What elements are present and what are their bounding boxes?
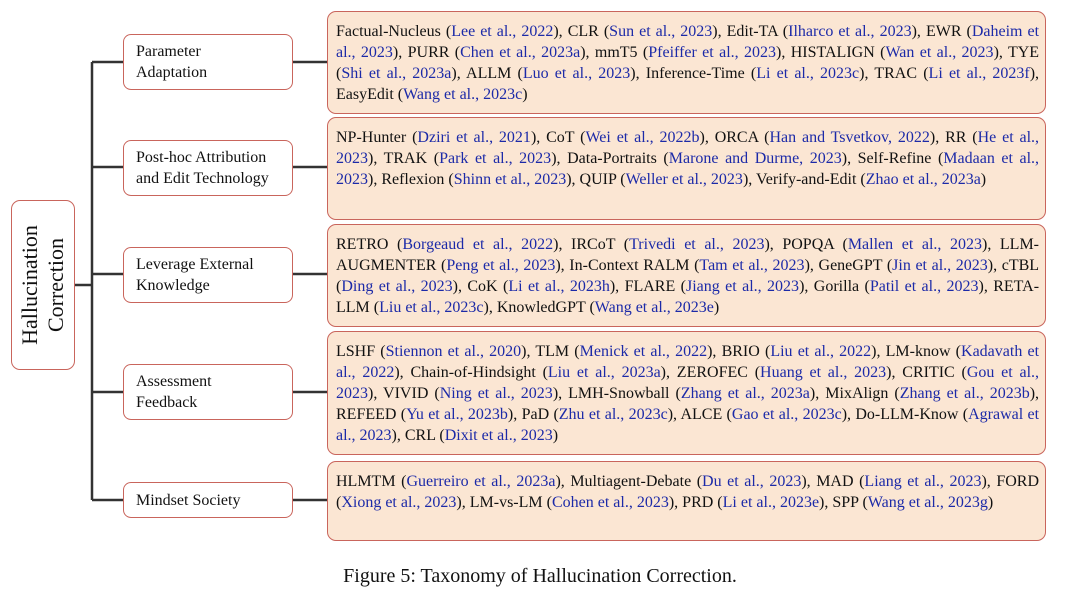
citation-link[interactable]: Wan et al., 2023: [885, 44, 994, 61]
entry-separator: ),: [483, 299, 497, 316]
method-entry: [336, 343, 535, 360]
citation-link[interactable]: Liang et al., 2023: [864, 473, 982, 490]
method-entry: [570, 473, 816, 490]
citation-link[interactable]: Sun et al., 2023: [609, 23, 713, 40]
entry-separator: ),: [566, 171, 580, 188]
citation-link[interactable]: Li et al., 2023f: [928, 65, 1030, 82]
method-name: LMH-Snowball (: [568, 385, 681, 402]
citation-link[interactable]: Gou et al., 2023: [336, 364, 1040, 402]
citation-link[interactable]: Yu et al., 2023b: [406, 406, 508, 423]
method-name: CLR (: [567, 23, 610, 40]
method-name: CRL (: [404, 427, 445, 444]
method-name: Chain-of-Hindsight (: [410, 364, 548, 381]
citation-link[interactable]: Pfeiffer et al., 2023: [648, 44, 777, 61]
entry-separator: ),: [368, 385, 384, 402]
citation-link[interactable]: Dziri et al., 2021: [417, 129, 531, 146]
method-entry: [595, 44, 791, 61]
citation-link[interactable]: Ding et al., 2023: [341, 278, 453, 295]
method-name: Verify-and-Edit (: [755, 171, 866, 188]
citation-link[interactable]: Gao et al., 2023c: [731, 406, 842, 423]
method-name: LM-know (: [885, 343, 962, 360]
entry-separator: ): [552, 427, 559, 444]
entry-separator: ),: [776, 44, 791, 61]
entry-separator: ),: [368, 150, 384, 167]
entry-separator: ),: [911, 23, 926, 40]
entry-separator: ),: [1029, 385, 1040, 402]
method-name: HLMTM (: [336, 473, 407, 490]
method-entry: [580, 171, 756, 188]
citation-link[interactable]: Wang et al., 2023e: [594, 299, 714, 316]
method-name: PaD (: [521, 406, 559, 423]
method-name: NP-Hunter (: [336, 129, 418, 146]
method-name: RETA-LLM (: [336, 278, 1040, 316]
method-entry: [646, 65, 875, 82]
entry-separator: ),: [859, 65, 875, 82]
citation-link[interactable]: Daheim et al., 2023: [336, 23, 1040, 61]
citation-link[interactable]: Liu et al., 2022: [770, 343, 872, 360]
method-name: ORCA (: [714, 129, 770, 146]
method-entry: [384, 150, 567, 167]
citation-link[interactable]: Mallen et al., 2023: [847, 236, 982, 253]
method-entry: [715, 129, 945, 146]
method-entry: [816, 473, 996, 490]
entry-separator: ),: [993, 44, 1008, 61]
entry-separator: ),: [871, 343, 886, 360]
method-entry: [336, 473, 570, 490]
entry-separator: ),: [819, 494, 833, 511]
entry-separator: ),: [394, 364, 411, 381]
method-entry: [791, 44, 1008, 61]
entry-separator: ),: [667, 406, 681, 423]
citation-link[interactable]: Park et al., 2023: [439, 150, 552, 167]
method-name: IRCoT (: [571, 236, 630, 253]
entry-separator: ),: [804, 257, 819, 274]
method-entry: [825, 385, 1039, 402]
method-name: POPQA (: [782, 236, 848, 253]
method-name: ALLM (: [466, 65, 523, 82]
method-entry: [727, 23, 926, 40]
entry-separator: ),: [530, 129, 547, 146]
citation-link[interactable]: Jin et al., 2023: [892, 257, 988, 274]
method-entry: [569, 257, 818, 274]
method-name: HISTALIGN (: [790, 44, 886, 61]
citation-link[interactable]: Han and Tsvetkov, 2022: [769, 129, 930, 146]
citation-link[interactable]: Tam et al., 2023: [699, 257, 805, 274]
citation-link[interactable]: Shi et al., 2023a: [341, 65, 452, 82]
method-name: TYE (: [336, 44, 1040, 82]
method-entry: [381, 171, 579, 188]
method-entry: [405, 427, 558, 444]
citation-link[interactable]: Lee et al., 2022: [451, 23, 554, 40]
citation-link[interactable]: Xiong et al., 2023: [341, 494, 457, 511]
leaf-leverage-external-knowledge: [327, 224, 1046, 327]
method-name: LM-vs-LM (: [469, 494, 552, 511]
citation-link[interactable]: Madaan et al., 2023: [336, 150, 1040, 188]
method-name: CoK (: [467, 278, 509, 295]
entry-separator: ),: [553, 236, 572, 253]
method-name: PRD (: [682, 494, 723, 511]
citation-link[interactable]: Agrawal et al., 2023: [336, 406, 1040, 444]
entry-separator: ),: [886, 364, 903, 381]
citation-link[interactable]: Cohen et al., 2023: [551, 494, 669, 511]
citation-link[interactable]: Zhang et al., 2023b: [899, 385, 1030, 402]
citation-link[interactable]: Borgeaud et al., 2022: [402, 236, 554, 253]
method-entry: [408, 44, 595, 61]
citation-link[interactable]: Liu et al., 2023c: [379, 299, 484, 316]
method-name: LLM-AUGMENTER (: [336, 236, 1039, 274]
root-label-line2: Correction: [43, 237, 68, 333]
citation-link[interactable]: Ning et al., 2023: [439, 385, 553, 402]
method-name: Multiagent-Debate (: [570, 473, 703, 490]
method-entry: [336, 406, 522, 423]
method-entry: [467, 278, 624, 295]
entry-separator: ),: [841, 406, 856, 423]
entry-separator: ),: [552, 385, 569, 402]
entry-separator: ),: [451, 65, 467, 82]
entry-separator: ),: [978, 278, 994, 295]
method-name: ALCE (: [680, 406, 732, 423]
method-name: ZEROFEC (: [676, 364, 761, 381]
entry-separator: ),: [555, 473, 571, 490]
method-entry: [383, 385, 568, 402]
entry-separator: ): [713, 299, 720, 316]
method-name: In-Context RALM (: [569, 257, 700, 274]
entry-separator: ),: [668, 494, 683, 511]
method-entry: [677, 364, 902, 381]
entry-separator: ),: [630, 65, 646, 82]
method-name: REFEED (: [336, 406, 407, 423]
method-name: RETRO (: [336, 236, 403, 253]
method-name: QUIP (: [579, 171, 626, 188]
root-node: [11, 200, 75, 370]
method-entry: [497, 299, 719, 316]
method-name: mmT5 (: [594, 44, 649, 61]
method-entry: [410, 364, 676, 381]
method-entry: [832, 494, 993, 511]
leaf-post-hoc-attribution: [327, 117, 1046, 220]
citation-link[interactable]: Peng et al., 2023: [446, 257, 556, 274]
entry-separator: ),: [553, 23, 568, 40]
method-name: Do-LLM-Know (: [855, 406, 969, 423]
method-entry: [682, 494, 832, 511]
method-name: cTBL (: [336, 257, 1040, 295]
method-name: KnowledGPT (: [496, 299, 595, 316]
method-name: Factual-Nucleus (: [336, 23, 452, 40]
citation-link[interactable]: Li et al., 2023e: [722, 494, 820, 511]
entry-separator: ),: [521, 343, 536, 360]
entry-separator: ),: [981, 236, 1000, 253]
citation-link[interactable]: Du et al., 2023: [702, 473, 802, 490]
method-name: SPP (: [832, 494, 868, 511]
method-entry: [568, 385, 825, 402]
citation-link[interactable]: Li et al., 2023h: [508, 278, 610, 295]
entry-separator: ),: [368, 171, 382, 188]
figure-caption: Figure 5: Taxonomy of Hallucination Correction.: [343, 565, 737, 587]
entry-separator: ),: [555, 257, 570, 274]
entry-separator: ),: [456, 494, 470, 511]
citation-link[interactable]: Ilharco et al., 2023: [788, 23, 912, 40]
method-entry: [722, 343, 886, 360]
entry-separator: ),: [809, 385, 826, 402]
citation-link[interactable]: Menick et al., 2022: [579, 343, 708, 360]
leaf-mindset-society: [327, 461, 1046, 541]
method-entry: [466, 65, 646, 82]
citation-link[interactable]: Wei et al., 2022b: [585, 129, 700, 146]
citation-link[interactable]: Liu et al., 2023a: [547, 364, 661, 381]
method-name: TRAC (: [874, 65, 929, 82]
citation-link[interactable]: Zhu et al., 2023c: [558, 406, 668, 423]
method-entry: [625, 278, 814, 295]
method-name: EasyEdit (: [336, 86, 404, 103]
method-name: VIVID (: [383, 385, 440, 402]
entry-separator: ),: [929, 129, 946, 146]
entry-separator: ),: [742, 171, 756, 188]
root-label-line1: Hallucination: [17, 225, 42, 345]
entry-separator: ),: [391, 427, 405, 444]
citation-link[interactable]: Wang et al., 2023c: [403, 86, 523, 103]
method-name: GeneGPT (: [818, 257, 893, 274]
method-name: FORD (: [336, 473, 1040, 511]
leaf-assessment-feedback: [327, 331, 1046, 455]
method-entry: [814, 278, 993, 295]
method-name: Self-Refine (: [857, 150, 944, 167]
entry-separator: ),: [699, 129, 715, 146]
citation-link[interactable]: Dixit et al., 2023: [444, 427, 553, 444]
entry-separator: ),: [987, 257, 1002, 274]
entry-separator: ),: [707, 343, 722, 360]
root-label: [17, 225, 69, 345]
entry-separator: ),: [660, 364, 677, 381]
method-entry: [336, 129, 546, 146]
citation-link[interactable]: He et al., 2023: [336, 129, 1040, 167]
entry-separator: ),: [452, 278, 468, 295]
method-entry: [819, 257, 1002, 274]
method-entry: [535, 343, 721, 360]
entry-separator: ): [987, 494, 994, 511]
entry-separator: ): [980, 171, 987, 188]
method-entry: [546, 129, 715, 146]
citation-link[interactable]: Guerreiro et al., 2023a: [406, 473, 556, 490]
method-name: MAD (: [816, 473, 865, 490]
method-entry: [336, 23, 568, 40]
category-leverage-external-knowledge: Leverage External Knowledge: [123, 247, 293, 303]
citation-link[interactable]: Chen et al., 2023a: [460, 44, 581, 61]
citation-link[interactable]: Jiang et al., 2023: [685, 278, 800, 295]
method-entry: [874, 65, 1039, 82]
method-entry: [567, 150, 858, 167]
citation-link[interactable]: Huang et al., 2023: [760, 364, 887, 381]
citation-link[interactable]: Trivedi et al., 2023: [629, 236, 765, 253]
entry-separator: ),: [801, 473, 817, 490]
method-name: RR (: [945, 129, 978, 146]
entry-separator: ),: [981, 473, 997, 490]
leaf-parameter-adaptation: [327, 11, 1046, 114]
citation-link[interactable]: Shinn et al., 2023: [453, 171, 567, 188]
method-entry: [680, 406, 855, 423]
method-name: Gorilla (: [813, 278, 870, 295]
entry-separator: ),: [609, 278, 625, 295]
entry-separator: ),: [799, 278, 814, 295]
method-entry: [568, 23, 727, 40]
method-entry: [782, 236, 1000, 253]
citation-link[interactable]: Zhao et al., 2023a: [865, 171, 981, 188]
method-entry: [522, 406, 681, 423]
method-entry: [470, 494, 682, 511]
citation-link[interactable]: Wang et al., 2023g: [867, 494, 988, 511]
citation-link[interactable]: Marone and Durme, 2023: [668, 150, 842, 167]
citation-link[interactable]: Li et al., 2023c: [756, 65, 860, 82]
category-mindset-society: Mindset Society: [123, 482, 293, 518]
entry-separator: ),: [1029, 65, 1040, 82]
citation-link[interactable]: Zhang et al., 2023a: [680, 385, 810, 402]
method-name: TLM (: [535, 343, 580, 360]
method-name: PURR (: [407, 44, 461, 61]
method-name: MixAlign (: [825, 385, 900, 402]
method-name: FLARE (: [624, 278, 686, 295]
entry-separator: ),: [392, 44, 408, 61]
method-entry: [571, 236, 782, 253]
method-entry: [756, 171, 986, 188]
method-name: CRITIC (: [902, 364, 967, 381]
category-post-hoc-attribution: Post-hoc Attribution and Edit Technology: [123, 140, 293, 196]
method-name: Inference-Time (: [645, 65, 757, 82]
method-entry: [336, 236, 571, 253]
entry-separator: ),: [507, 406, 522, 423]
citation-link[interactable]: Kadavath et al., 2022: [336, 343, 1040, 381]
method-name: TRAK (: [383, 150, 440, 167]
method-name: Reflexion (: [381, 171, 454, 188]
category-assessment-feedback: Assessment Feedback: [123, 364, 293, 420]
citation-link[interactable]: Weller et al., 2023: [625, 171, 743, 188]
method-name: Data-Portraits (: [567, 150, 669, 167]
method-name: LSHF (: [336, 343, 386, 360]
entry-separator: ): [522, 86, 528, 103]
method-name: CoT (: [546, 129, 586, 146]
entry-separator: ),: [712, 23, 727, 40]
method-name: Edit-TA (: [726, 23, 789, 40]
citation-link[interactable]: Stiennon et al., 2020: [385, 343, 522, 360]
method-name: EWR (: [925, 23, 972, 40]
entry-separator: ),: [841, 150, 858, 167]
method-entry: [336, 86, 528, 103]
entry-separator: ),: [580, 44, 595, 61]
method-name: BRIO (: [721, 343, 771, 360]
entry-separator: ),: [551, 150, 568, 167]
citation-link[interactable]: Patil et al., 2023: [869, 278, 979, 295]
category-parameter-adaptation: Parameter Adaptation: [123, 34, 293, 90]
entry-separator: ),: [764, 236, 783, 253]
citation-link[interactable]: Luo et al., 2023: [522, 65, 631, 82]
